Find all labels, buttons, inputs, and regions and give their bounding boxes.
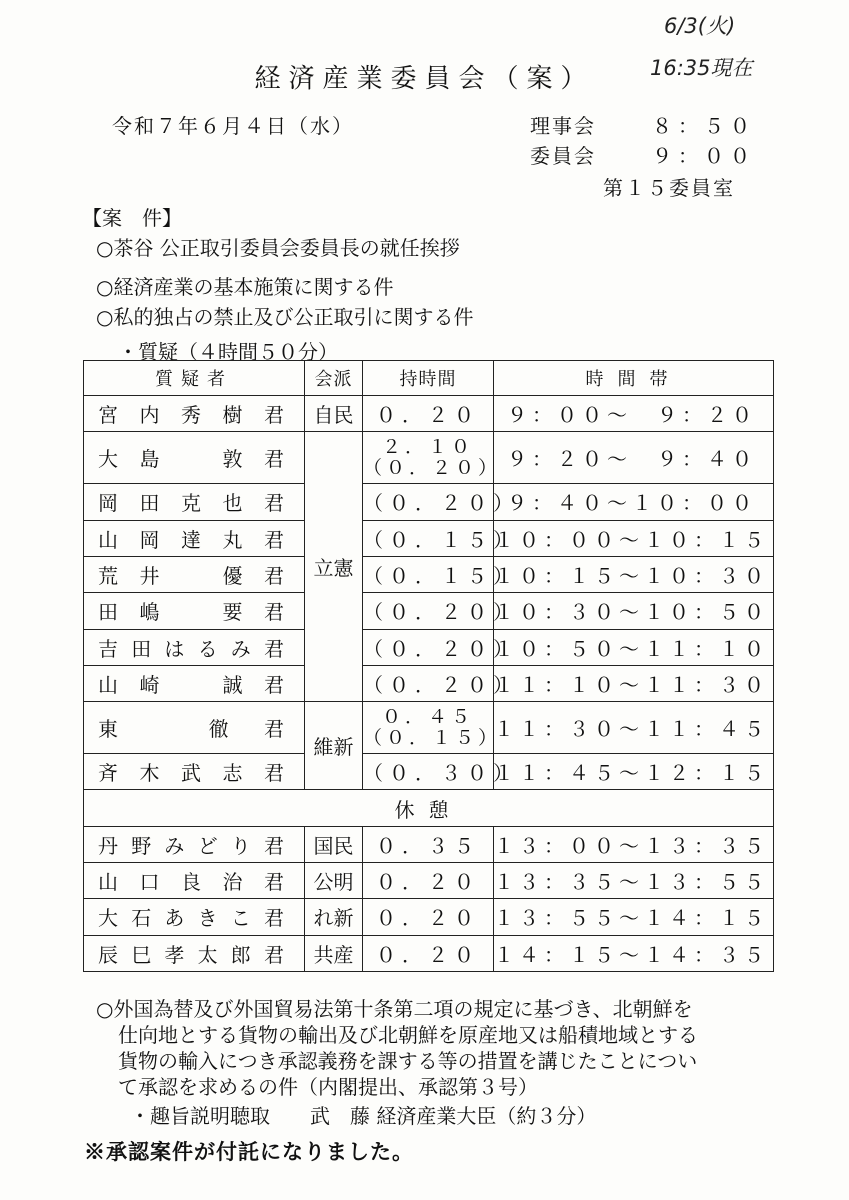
handwritten-date-note: 6/3(火) (664, 14, 736, 38)
alloc-cell (363, 432, 502, 484)
agenda-item: ○茶谷 公正取引委員会委員長の就任挨拶 (96, 236, 460, 260)
slot-cell: １１：１０～１１：３０ (494, 665, 774, 701)
alloc-cell: ０．２０ (363, 396, 494, 432)
questioner-name: 岡田克也君 (84, 484, 305, 520)
slot-cell: １４：１５～１４：３５ (494, 935, 774, 971)
slot-cell: ９：４０～１０：００ (494, 484, 774, 520)
table-row (84, 754, 774, 790)
questioner-name: 丹野みどり君 (84, 826, 305, 862)
referral-footnote: ※承認案件が付託になりました。 (84, 1139, 414, 1164)
table-row (84, 935, 774, 971)
alloc-cell: （０．２０） (363, 484, 494, 520)
alloc-cell: （０．２０） (363, 665, 494, 701)
questioner-name: 山岡達丸君 (84, 520, 305, 556)
party-cell: 国民 (305, 826, 363, 862)
alloc-cell: （０．２０） (363, 629, 494, 665)
agenda-heading: 【案 件】 (82, 206, 182, 230)
table-header-row (84, 361, 774, 396)
questioner-name: 山崎 誠君 (84, 665, 305, 701)
party-cell: 自民 (305, 396, 363, 432)
alloc-cell: ０．２０ (363, 935, 494, 971)
alloc-cell: ０．３５ (363, 826, 494, 862)
alloc-cell (363, 702, 502, 754)
table-row (84, 899, 774, 935)
table-row (84, 396, 774, 432)
extra-item-line: て承認を求めるの件（内閣提出、承認第３号） (118, 1075, 538, 1099)
slot-cell: １０：５０～１１：１０ (494, 629, 774, 665)
extra-item-line: ○外国為替及び外国貿易法第十条第二項の規定に基づき、北朝鮮を (96, 997, 693, 1021)
table-row (84, 520, 774, 556)
questioner-name: 荒井 優君 (84, 556, 305, 592)
alloc-cell: ０．２０ (363, 899, 494, 935)
questioner-name: 辰巳孝太郎君 (84, 935, 305, 971)
party-cell-rikken: 立憲 (305, 432, 363, 702)
questioner-name: 吉田はるみ君 (84, 629, 305, 665)
agenda-item: ○経済産業の基本施策に関する件 (96, 275, 394, 299)
header-party: 会派 (305, 361, 363, 396)
header-alloc: 持時間 (363, 361, 494, 396)
alloc-cell: （０．３０） (363, 754, 494, 790)
slot-cell: １３：３５～１３：５５ (494, 863, 774, 899)
questioner-name: 斉木武志君 (84, 754, 305, 790)
header-questioner: 質疑者 (84, 361, 305, 396)
board-meeting-label: 理事会 (530, 114, 596, 138)
party-cell: 共産 (305, 935, 363, 971)
table-row (84, 863, 774, 899)
questioner-name: 山口良治君 (84, 863, 305, 899)
questioner-name: 東 徹君 (84, 702, 305, 754)
slot-cell: １３：５５～１４：１５ (494, 899, 774, 935)
questioner-name: 大石あきこ君 (84, 899, 305, 935)
slot-cell: １０：１５～１０：３０ (494, 556, 774, 592)
break-row (84, 790, 774, 826)
questioning-schedule-table (83, 360, 774, 972)
table-row (84, 556, 774, 592)
meeting-room: 第１５委員室 (603, 176, 735, 200)
slot-cell: １１：３０～１１：４５ (494, 702, 774, 754)
extra-item-line: 仕向地とする貨物の輸出及び北朝鮮を原産地又は船積地域とする (118, 1023, 698, 1047)
table-row (84, 826, 774, 862)
slot-cell: １１：４５～１２：１５ (494, 754, 774, 790)
alloc-line: （０．１５） (363, 726, 502, 749)
slot-cell: １０：３０～１０：５０ (494, 593, 774, 629)
explanation-note: ・趣旨説明聴取 武 藤 経済産業大臣（約３分） (130, 1104, 597, 1128)
party-cell: 公明 (305, 863, 363, 899)
qa-duration-note: ・質疑（４時間５０分） (118, 340, 338, 364)
table-row (84, 484, 774, 520)
document-title: 経済産業委員会（案） (254, 64, 595, 94)
table-row (84, 593, 774, 629)
meeting-date: 令和７年６月４日（水） (112, 114, 354, 138)
slot-cell: ９：００～ ９：２０ (494, 396, 774, 432)
alloc-cell: （０．１５） (363, 520, 494, 556)
alloc-line: ０．４５ (381, 705, 474, 728)
alloc-cell: （０．１５） (363, 556, 494, 592)
committee-meeting-label: 委員会 (530, 144, 596, 168)
board-meeting-time: ８：５０ (652, 114, 756, 138)
table-row (84, 629, 774, 665)
committee-meeting-time: ９：００ (652, 144, 756, 168)
extra-item-line: 貨物の輸入につき承認義務を課する等の措置を講じたことについ (118, 1049, 698, 1073)
party-cell: れ新 (305, 899, 363, 935)
questioner-name: 田嶋 要君 (84, 593, 305, 629)
break-label: 休憩 (84, 790, 774, 826)
slot-cell: ９：２０～ ９：４０ (494, 432, 774, 484)
slot-cell: １０：００～１０：１５ (494, 520, 774, 556)
handwritten-time-note: 16:35現在 (650, 56, 753, 80)
table-row (84, 432, 774, 484)
alloc-line: （０．２０） (363, 456, 502, 479)
party-cell-ishin: 維新 (305, 702, 363, 790)
alloc-line: ２．１０ (381, 435, 474, 458)
agenda-item: ○私的独占の禁止及び公正取引に関する件 (96, 305, 474, 329)
table-row (84, 702, 774, 754)
slot-cell: １３：００～１３：３５ (494, 826, 774, 862)
alloc-cell: ０．２０ (363, 863, 494, 899)
questioner-name: 宮内秀樹君 (84, 396, 305, 432)
header-slot: 時間帯 (494, 361, 774, 396)
questioner-name: 大島 敦君 (84, 432, 305, 484)
alloc-cell: （０．２０） (363, 593, 494, 629)
table-row (84, 665, 774, 701)
